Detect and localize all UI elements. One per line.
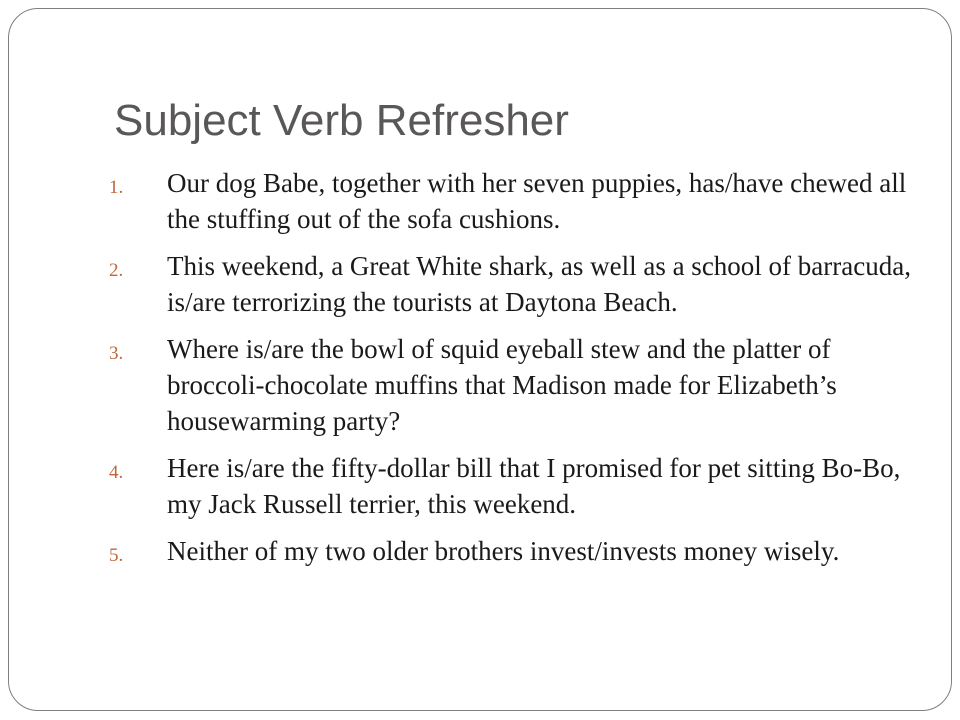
list-item-text: Neither of my two older brothers invest/invests money wisely. <box>167 536 840 566</box>
list-item-number: 2. <box>109 260 124 281</box>
list-item-text: Here is/are the fifty-dollar bill that I promised for pet sitting Bo-Bo, my Jack Russell terrier, this weekend. <box>167 453 901 519</box>
list-item <box>109 450 929 522</box>
list-item-number: 4. <box>109 462 124 483</box>
list-item <box>109 331 929 439</box>
list-item-number: 1. <box>109 177 124 198</box>
list-item-number: 3. <box>109 343 124 364</box>
list-item <box>109 165 929 237</box>
list-item <box>109 533 929 569</box>
slide-frame <box>8 8 952 711</box>
list-item <box>109 248 929 320</box>
list-item-text: This weekend, a Great White shark, as well as a school of barracuda, is/are terrorizing the tourists at Daytona Beach. <box>167 251 911 317</box>
slide-title: Subject Verb Refresher <box>114 96 569 145</box>
numbered-list <box>109 165 929 580</box>
list-item-text: Our dog Babe, together with her seven puppies, has/have chewed all the stuffing out of the sofa cushions. <box>167 168 907 234</box>
list-item-number: 5. <box>109 545 124 566</box>
list-item-text: Where is/are the bowl of squid eyeball stew and the platter of broccoli-chocolate muffins that Madison made for Elizabeth’s housewarming party? <box>167 334 837 436</box>
